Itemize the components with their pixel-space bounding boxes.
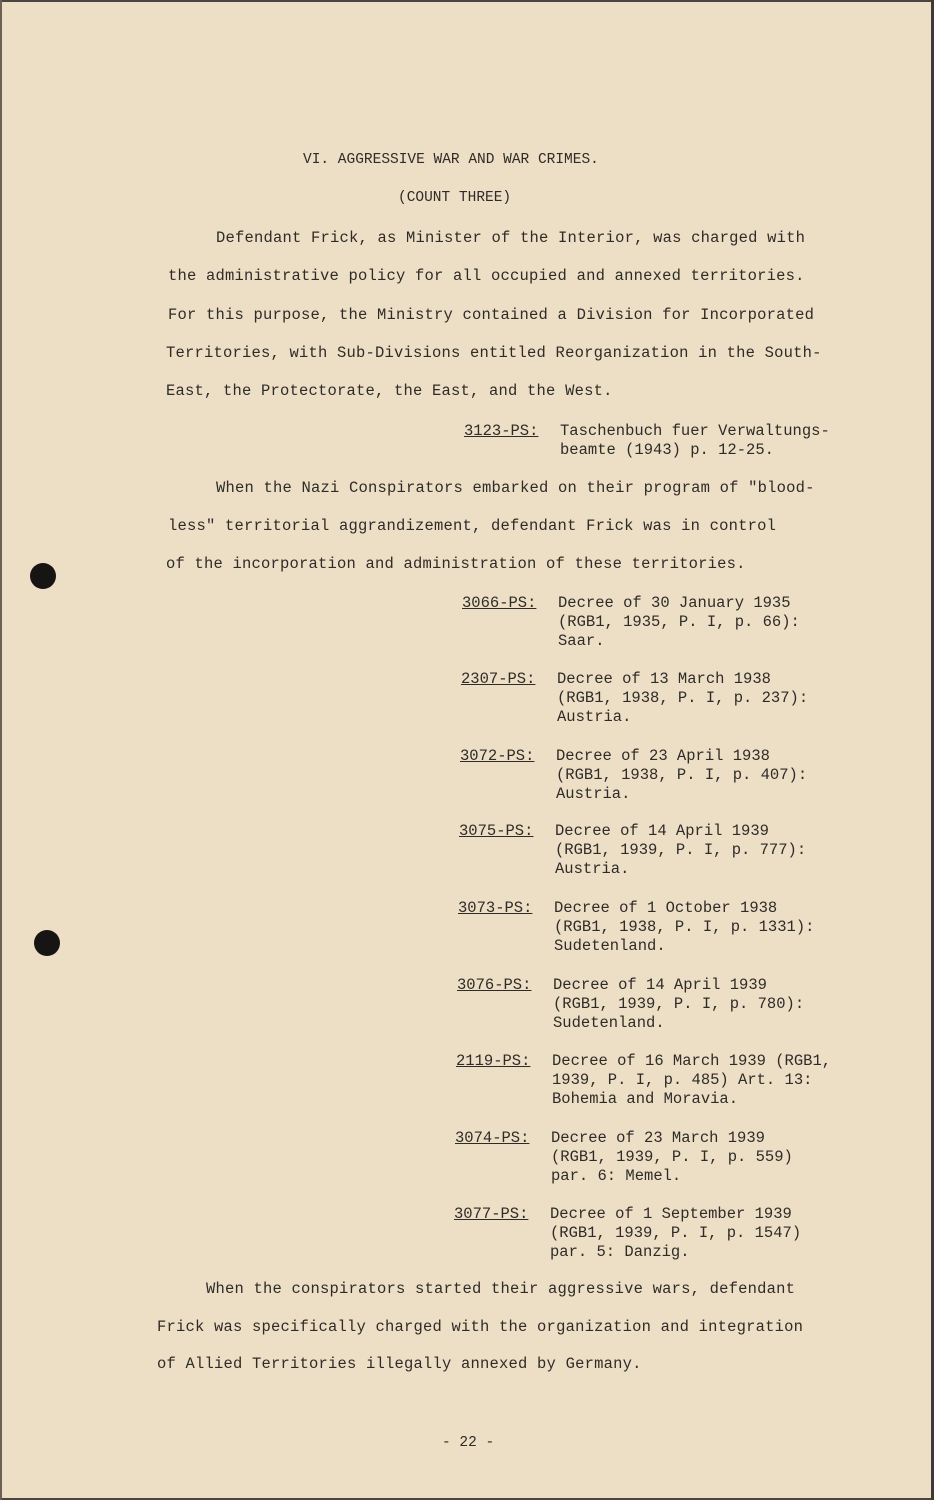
page-border-left	[0, 0, 2, 1500]
citation-code: 3072-PS:	[460, 747, 535, 765]
paragraph-line: East, the Protectorate, the East, and the West.	[166, 382, 613, 400]
paragraph-line: For this purpose, the Ministry contained a Division for Incorporated	[168, 306, 815, 324]
page-border-top	[0, 0, 934, 2]
citation-line: (RGB1, 1938, P. I, p. 237):	[557, 689, 809, 707]
citation-line: Taschenbuch fuer Verwaltungs-	[560, 422, 830, 440]
section-title: VI. AGGRESSIVE WAR AND WAR CRIMES.	[303, 152, 599, 168]
citation-description	[560, 422, 830, 460]
citation-description	[558, 594, 800, 651]
citation-description	[553, 976, 804, 1033]
citation-line: (RGB1, 1939, P. I, p. 777):	[555, 841, 807, 859]
citation-code: 3074-PS:	[455, 1129, 530, 1147]
paragraph-line: of the incorporation and administration of these territories.	[166, 555, 746, 573]
citation-line: Austria.	[555, 860, 630, 878]
citation-line: 1939, P. I, p. 485) Art. 13:	[552, 1071, 813, 1089]
citation-line: beamte (1943) p. 12-25.	[560, 441, 774, 459]
citation-line: Bohemia and Moravia.	[552, 1090, 739, 1108]
paragraph-line: Defendant Frick, as Minister of the Interior, was charged with	[216, 229, 806, 247]
citation-line: par. 5: Danzig.	[550, 1243, 690, 1261]
citation-code: 3075-PS:	[459, 822, 534, 840]
citation-line: Decree of 14 April 1939	[553, 976, 767, 994]
citation-line: Decree of 1 October 1938	[554, 899, 778, 917]
citation-line: (RGB1, 1938, P. I, p. 1331):	[554, 918, 815, 936]
citation-line: Austria.	[556, 785, 631, 803]
paragraph-line: of Allied Territories illegally annexed by Germany.	[157, 1355, 642, 1373]
citation-line: (RGB1, 1939, P. I, p. 559)	[551, 1148, 793, 1166]
citation-line: (RGB1, 1939, P. I, p. 780):	[553, 995, 805, 1013]
citation-code: 2119-PS:	[456, 1052, 531, 1070]
page-number: - 22 -	[442, 1435, 495, 1451]
punch-hole	[34, 930, 60, 956]
citation-line: Decree of 13 March 1938	[557, 670, 771, 688]
citation-line: Austria.	[557, 708, 632, 726]
citation-line: Decree of 1 September 1939	[550, 1205, 792, 1223]
citation-line: par. 6: Memel.	[551, 1167, 682, 1185]
citation-line: Decree of 23 March 1939	[551, 1129, 765, 1147]
citation-description	[555, 822, 806, 879]
citation-line: Decree of 16 March 1939 (RGB1,	[552, 1052, 832, 1070]
citation-code: 2307-PS:	[461, 670, 536, 688]
paragraph-line: the administrative policy for all occupied and annexed territories.	[168, 267, 805, 285]
citation-code: 3077-PS:	[454, 1205, 529, 1223]
citation-line: Sudetenland.	[553, 1014, 665, 1032]
citation-description	[554, 899, 814, 956]
citation-description	[550, 1205, 801, 1262]
paragraph-line: Territories, with Sub-Divisions entitled Reorganization in the South-	[166, 344, 822, 362]
citation-line: Decree of 23 April 1938	[556, 747, 770, 765]
citation-line: Decree of 30 January 1935	[558, 594, 791, 612]
paragraph-line: Frick was specifically charged with the organization and integration	[157, 1318, 804, 1336]
citation-code: 3123-PS:	[464, 422, 539, 440]
citation-line: (RGB1, 1939, P. I, p. 1547)	[550, 1224, 802, 1242]
paragraph-line: When the Nazi Conspirators embarked on their program of "blood-	[216, 479, 815, 497]
citation-description	[557, 670, 808, 727]
citation-code: 3066-PS:	[462, 594, 537, 612]
paragraph-line: less" territorial aggrandizement, defendant Frick was in control	[168, 517, 777, 535]
citation-line: Decree of 14 April 1939	[555, 822, 769, 840]
citation-line: (RGB1, 1935, P. I, p. 66):	[558, 613, 800, 631]
citation-description	[552, 1052, 831, 1109]
paragraph-line: When the conspirators started their aggressive wars, defendant	[206, 1280, 796, 1298]
citation-code: 3076-PS:	[457, 976, 532, 994]
citation-line: Sudetenland.	[554, 937, 666, 955]
citation-line: Saar.	[558, 632, 605, 650]
citation-line: (RGB1, 1938, P. I, p. 407):	[556, 766, 808, 784]
punch-hole	[30, 563, 56, 589]
citation-description	[556, 747, 807, 804]
citation-description	[551, 1129, 793, 1186]
section-subtitle: (COUNT THREE)	[398, 190, 512, 206]
citation-code: 3073-PS:	[458, 899, 533, 917]
